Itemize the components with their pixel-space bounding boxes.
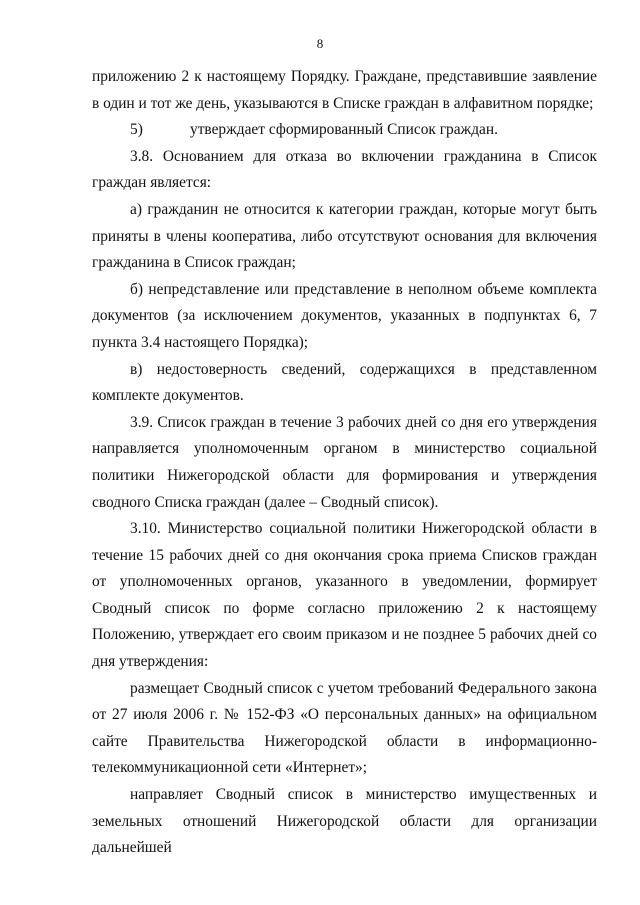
- paragraph-subitem-b: б) непредставление или представление в неполном объеме комплекта документов (за исключением документов, указанных в подпунктах 6, 7 пункта 3.4 настоящего Порядка);: [92, 280, 597, 351]
- paragraph-subitem-v: в) недостоверность сведений, содержащихся в представленном комплекте документов.: [92, 360, 597, 405]
- paragraph-item-5: [92, 117, 597, 144]
- paragraph-3-10: 3.10. Министерство социальной политики Нижегородской области в течение 15 рабочих дней со дня окончания срока приема Списков граждан от уполномоченных органов, указанного в уведомлении, формирует Сводный список по форме согласно приложению 2 к настоящему Положению, утверждает его своим приказом и не позднее 5 рабочих дней со дня утверждения:: [92, 520, 597, 671]
- paragraph-continuation: приложению 2 к настоящему Порядку. Граждане, представившие заявление в один и тот же день, указываются в Списке граждан в алфавитном порядке;: [92, 68, 597, 112]
- paragraph-subitem-a: а) гражданин не относится к категории граждан, которые могут быть приняты в члены кооператива, либо отсутствуют основания для включения гражданина в Список граждан;: [92, 200, 597, 272]
- paragraph-send: направляет Сводный список в министерство имущественных и земельных отношений Нижегородской области для организации дальнейшей: [92, 786, 597, 857]
- item-number: 5): [130, 121, 143, 139]
- paragraph-3-9: 3.9. Список граждан в течение 3 рабочих дней со дня его утверждения направляется уполномоченным органом в министерство социальной политики Нижегородской области для формирования и утверждения сводного Списка граждан (далее – Сводный список).: [92, 413, 597, 511]
- paragraph-3-8: 3.8. Основанием для отказа во включении гражданина в Список граждан является:: [92, 147, 597, 192]
- item-text: утверждает сформированный Список граждан.: [190, 121, 498, 139]
- page-number: 8: [316, 36, 324, 51]
- paragraph-publish: размещает Сводный список с учетом требований Федерального закона от 27 июля 2006 г. № 152-ФЗ «О персональных данных» на официальном сайте Правительства Нижегородской области в информационно-телекоммуникационной сети «Интернет»;: [92, 679, 597, 777]
- document-body: [92, 64, 597, 862]
